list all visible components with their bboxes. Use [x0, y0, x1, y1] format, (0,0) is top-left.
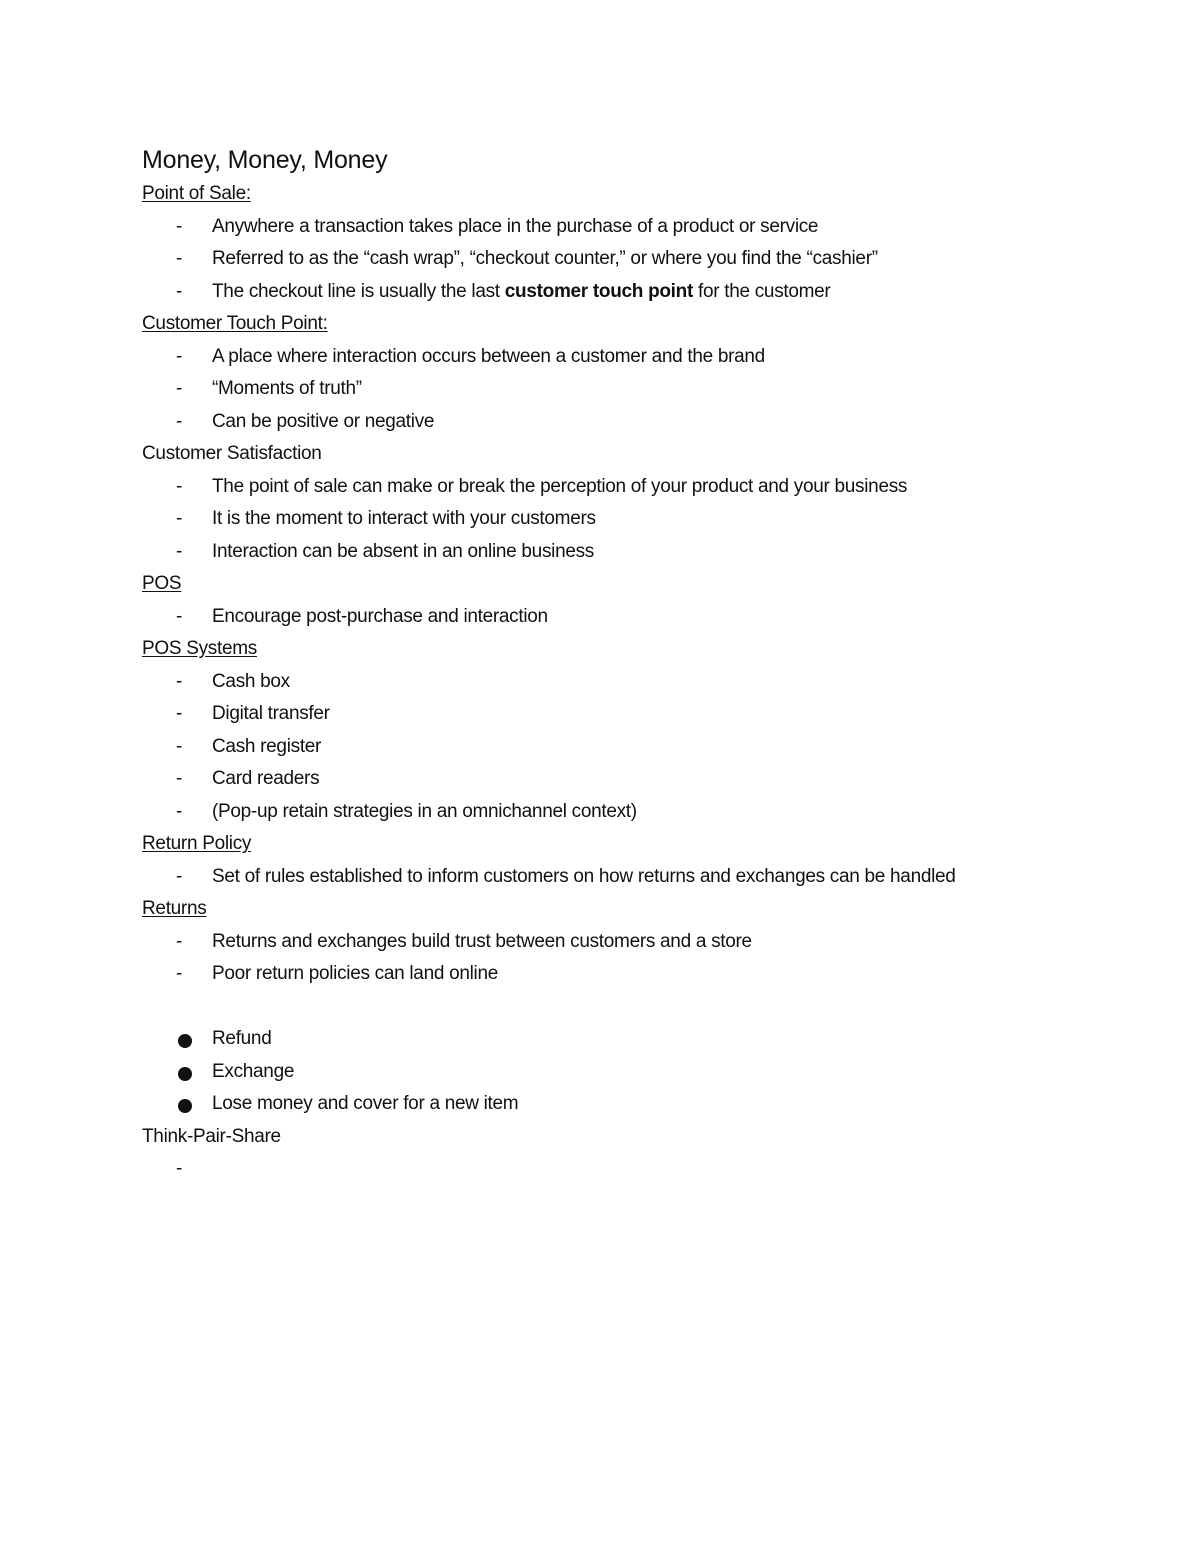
document-title: Money, Money, Money: [142, 146, 388, 174]
document-page: [142, 142, 1142, 1186]
returns-bullet-list: [142, 1023, 1142, 1121]
section-heading-point-of-sale: Point of Sale:: [142, 183, 251, 204]
list-item: - Set of rules established to inform customers on how returns and exchanges can be handled: [142, 861, 1142, 894]
list-item: Refund: [142, 1023, 1142, 1056]
dash-marker: -: [176, 280, 183, 302]
dash-marker: -: [176, 1158, 183, 1179]
list-item: Lose money and cover for a new item: [142, 1088, 1142, 1121]
blank-line: [142, 991, 1142, 1024]
dash-marker: -: [176, 215, 183, 237]
list-item: - (Pop-up retain strategies in an omnichannel context): [142, 796, 1142, 829]
dash-marker: -: [176, 475, 183, 497]
list-item: - A place where interaction occurs between a customer and the brand: [142, 341, 1142, 374]
list-item: - Referred to as the “cash wrap”, “checkout counter,” or where you find the “cashier”: [142, 243, 1142, 276]
list-item: - Can be positive or negative: [142, 406, 1142, 439]
bullet-dot-icon: [178, 1099, 192, 1113]
list-item: - Poor return policies can land online: [142, 958, 1142, 991]
section-heading-think-pair-share: Think-Pair-Share: [142, 1125, 281, 1147]
return-policy-list: [142, 861, 1142, 894]
list-item: - Cash box: [142, 666, 1142, 699]
bullet-dot-icon: [178, 1034, 192, 1048]
bullet-dot-icon: [178, 1067, 192, 1081]
dash-marker: -: [176, 378, 183, 399]
list-item: - “Moments of truth”: [142, 373, 1142, 406]
list-item: - Card readers: [142, 763, 1142, 796]
list-item: - Digital transfer: [142, 698, 1142, 731]
point-of-sale-list: [142, 211, 1142, 309]
returns-list: [142, 926, 1142, 991]
dash-marker: -: [176, 735, 183, 757]
list-item: - Encourage post-purchase and interaction: [142, 601, 1142, 634]
dash-marker: -: [176, 345, 183, 367]
pos-systems-list: [142, 666, 1142, 829]
section-heading-return-policy: Return Policy: [142, 833, 252, 854]
list-item: - Returns and exchanges build trust between customers and a store: [142, 926, 1142, 959]
section-heading-pos: POS: [142, 573, 182, 594]
pos-list: [142, 601, 1142, 634]
list-item: - Cash register: [142, 731, 1142, 764]
list-item: - The point of sale can make or break the perception of your product and your business: [142, 471, 1142, 504]
list-item: - It is the moment to interact with your customers: [142, 503, 1142, 536]
dash-marker: -: [176, 963, 183, 984]
section-heading-pos-systems: POS Systems: [142, 638, 257, 659]
customer-touch-point-list: [142, 341, 1142, 439]
dash-marker: -: [176, 703, 183, 724]
dash-marker: -: [176, 248, 183, 269]
dash-marker: -: [176, 508, 183, 529]
dash-marker: -: [176, 410, 183, 432]
list-item: Exchange: [142, 1056, 1142, 1089]
dash-marker: -: [176, 768, 183, 789]
list-item: [142, 1153, 1142, 1186]
list-item: - Anywhere a transaction takes place in the purchase of a product or service: [142, 211, 1142, 244]
list-item: - The checkout line is usually the last customer touch point for the customer: [142, 276, 1142, 309]
think-pair-share-list: [142, 1153, 1142, 1186]
dash-marker: -: [176, 670, 183, 692]
section-heading-customer-touch-point: Customer Touch Point:: [142, 313, 328, 334]
list-item: - Interaction can be absent in an online business: [142, 536, 1142, 569]
customer-satisfaction-list: [142, 471, 1142, 569]
dash-marker: -: [176, 865, 183, 887]
dash-marker: -: [176, 540, 183, 562]
dash-marker: -: [176, 930, 183, 952]
section-heading-customer-satisfaction: Customer Satisfaction: [142, 443, 322, 464]
dash-marker: -: [176, 605, 183, 627]
dash-marker: -: [176, 800, 183, 822]
section-heading-returns: Returns: [142, 898, 207, 919]
bold-term: customer touch point: [504, 280, 693, 302]
